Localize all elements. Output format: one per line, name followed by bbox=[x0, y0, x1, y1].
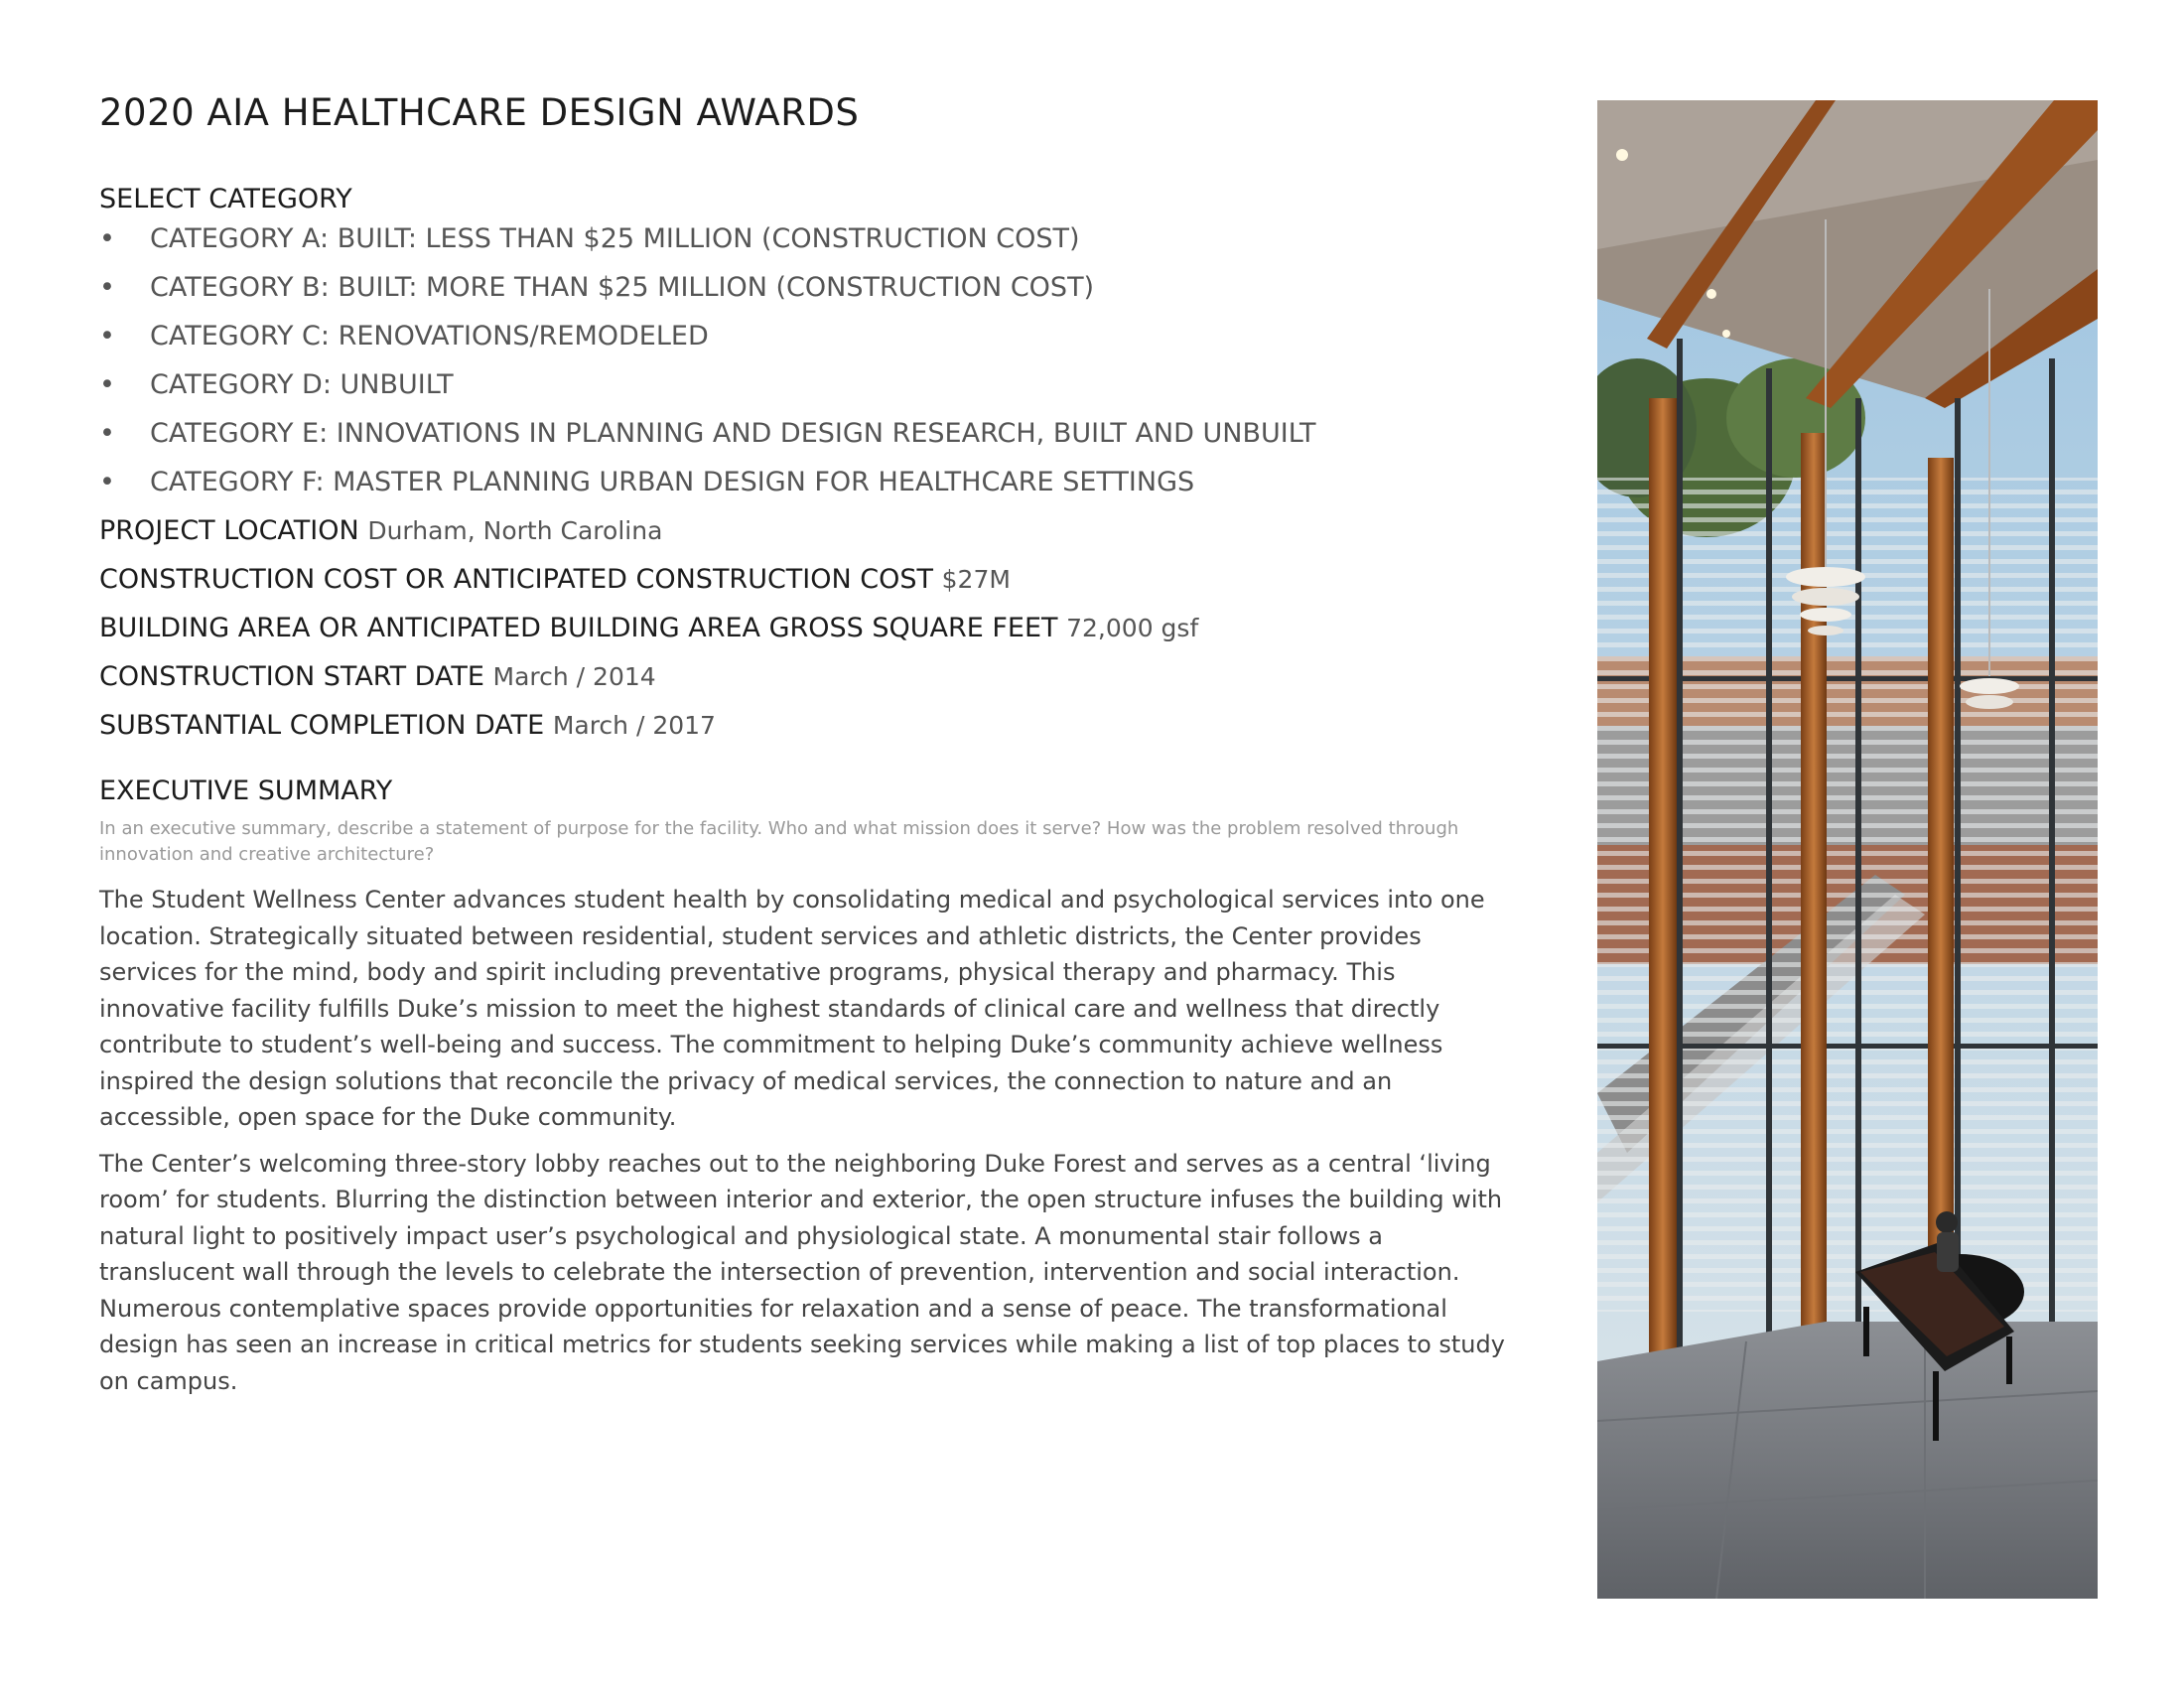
category-item-label: CATEGORY D: UNBUILT bbox=[150, 369, 454, 400]
project-location-value: Durham, North Carolina bbox=[367, 516, 663, 545]
bullet: • bbox=[99, 272, 115, 303]
category-item-label: CATEGORY C: RENOVATIONS/REMODELED bbox=[150, 321, 709, 352]
construction-cost-label: CONSTRUCTION COST OR ANTICIPATED CONSTRUCTION COST bbox=[99, 564, 934, 595]
category-item-e bbox=[99, 419, 1509, 448]
category-item-a bbox=[99, 224, 1509, 253]
completion-date-label: SUBSTANTIAL COMPLETION DATE bbox=[99, 710, 545, 741]
executive-summary-prompt: In an executive summary, describe a statement of purpose for the facility. Who and what mission does it serve? How was the problem resolved through innovation and creative architecture? bbox=[99, 818, 1459, 865]
start-date-row bbox=[99, 662, 1509, 691]
category-item-f bbox=[99, 468, 1509, 496]
bullet: • bbox=[99, 418, 115, 449]
building-area-label: BUILDING AREA OR ANTICIPATED BUILDING AREA GROSS SQUARE FEET bbox=[99, 613, 1058, 643]
project-location-label: PROJECT LOCATION bbox=[99, 515, 359, 546]
category-item-label: CATEGORY B: BUILT: MORE THAN $25 MILLION (CONSTRUCTION COST) bbox=[150, 272, 1095, 303]
executive-summary-title: EXECUTIVE SUMMARY bbox=[99, 775, 393, 806]
construction-cost-value: $27M bbox=[941, 565, 1011, 594]
bullet: • bbox=[99, 321, 115, 352]
summary-paragraph-1: The Student Wellness Center advances student health by consolidating medical and psychological services into one location. Strategically situated between residential, student services and athletic districts, the Center provides services for the mind, body and spirit including preventative programs, physical therapy and pharmacy. This innovative facility fulfills Duke’s mission to meet the highest standards of clinical care and wellness that directly contribute to student’s well-being and success. The commitment to helping Duke’s community achieve wellness inspired the design solutions that reconcile the privacy of medical services, the connection to nature and an accessible, open space for the Duke community. bbox=[99, 886, 1485, 1131]
category-list bbox=[99, 224, 1509, 496]
page-title: 2020 AIA HEALTHCARE DESIGN AWARDS bbox=[99, 91, 860, 134]
category-item-d bbox=[99, 370, 1509, 399]
building-area-row bbox=[99, 614, 1509, 642]
start-date-label: CONSTRUCTION START DATE bbox=[99, 661, 484, 692]
category-item-b bbox=[99, 273, 1509, 302]
building-area-value: 72,000 gsf bbox=[1066, 614, 1199, 642]
category-item-label: CATEGORY A: BUILT: LESS THAN $25 MILLION (CONSTRUCTION COST) bbox=[150, 223, 1080, 254]
bullet: • bbox=[99, 369, 115, 400]
bullet: • bbox=[99, 467, 115, 497]
construction-cost-row bbox=[99, 565, 1509, 594]
summary-paragraph-2: The Center’s welcoming three-story lobby reaches out to the neighboring Duke Forest and serves as a central ‘living room’ for students. Blurring the distinction between interior and exterior, the open structure infuses the building with natural light to positively impact user’s psychological and physiological state. A monumental stair follows a translucent wall through the levels to celebrate the intersection of prevention, intervention and social interaction. Numerous contemplative spaces provide opportunities for relaxation and a sense of peace. The transformational design has seen an increase in critical metrics for students seeking services while making a list of top places to study on campus. bbox=[99, 1149, 1505, 1395]
completion-date-value: March / 2017 bbox=[552, 711, 716, 740]
content-column bbox=[99, 91, 1509, 1409]
category-item-c bbox=[99, 322, 1509, 351]
start-date-value: March / 2014 bbox=[492, 662, 656, 691]
category-item-label: CATEGORY E: INNOVATIONS IN PLANNING AND DESIGN RESEARCH, BUILT AND UNBUILT bbox=[150, 418, 1316, 449]
project-location-row bbox=[99, 516, 1509, 545]
project-details bbox=[99, 516, 1509, 740]
bullet: • bbox=[99, 223, 115, 254]
select-category-label: SELECT CATEGORY bbox=[99, 184, 352, 214]
category-item-label: CATEGORY F: MASTER PLANNING URBAN DESIGN FOR HEALTHCARE SETTINGS bbox=[150, 467, 1195, 497]
lobby-photo bbox=[1597, 100, 2098, 1599]
completion-date-row bbox=[99, 711, 1509, 740]
